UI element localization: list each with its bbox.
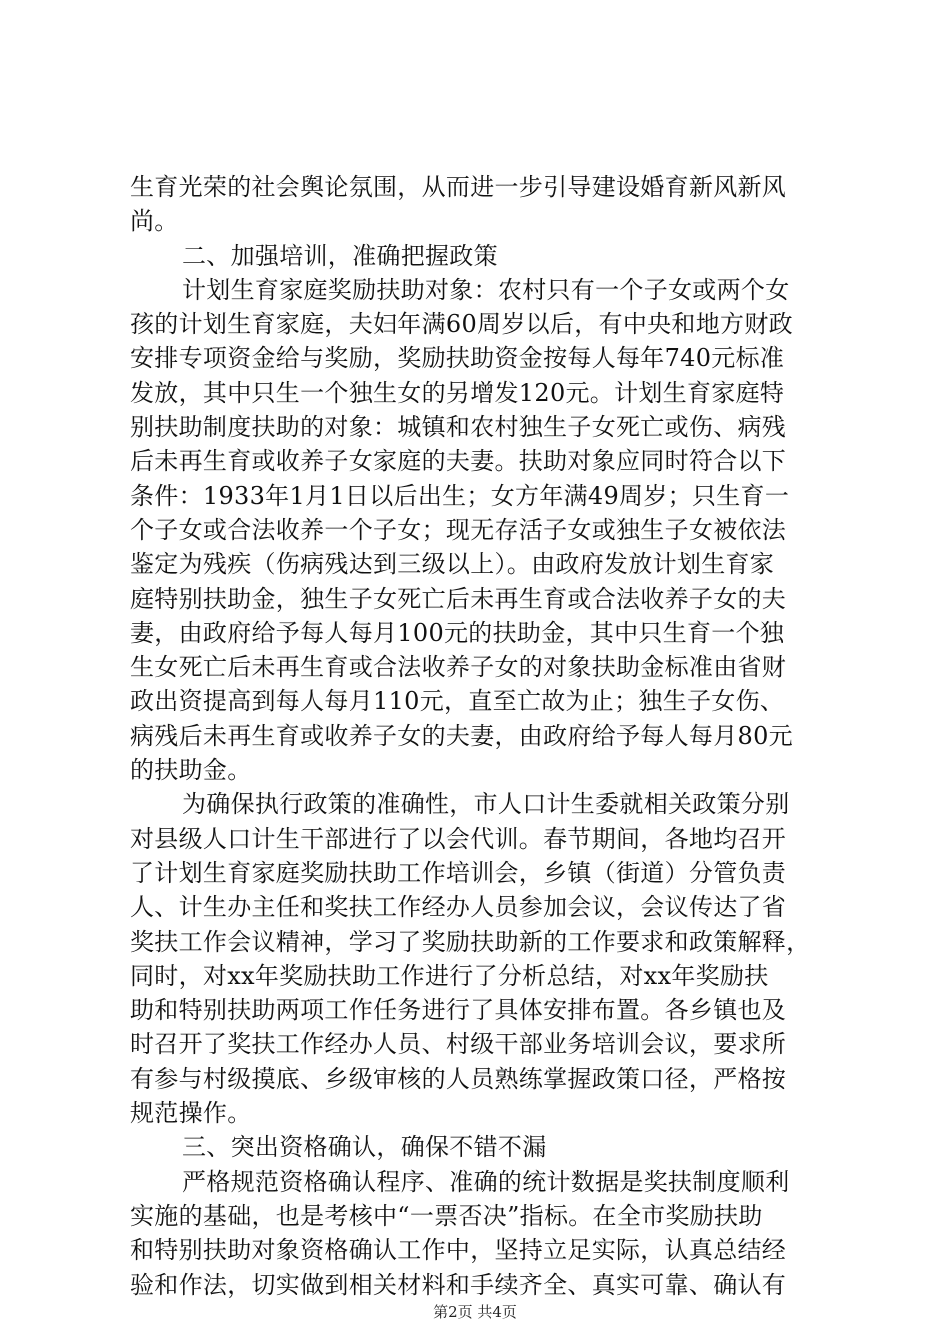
text-line: 鉴定为残疾（伤病残达到三级以上）。由政府发放计划生育家 (130, 550, 775, 579)
text-line: 计划生育家庭奖励扶助对象：农村只有一个子女或两个女 (182, 275, 790, 304)
text-line: 病残后未再生育或收养子女的夫妻，由政府给予每人每月80元 (130, 721, 793, 750)
text-line: 为确保执行政策的准确性，市人口计生委就相关政策分别 (182, 790, 790, 819)
text-line: 政出资提高到每人每月110元，直至亡故为止；独生子女伤、 (130, 687, 785, 716)
text-line: 三、突出资格确认，确保不错不漏 (182, 1133, 547, 1162)
text-line: 个子女或合法收养一个子女；现无存活子女或独生子女被依法 (130, 515, 787, 544)
text-line: 严格规范资格确认程序、准确的统计数据是奖扶制度顺利 (182, 1167, 790, 1196)
text-line: 奖扶工作会议精神，学习了奖励扶助新的工作要求和政策解释， (130, 927, 811, 956)
text-line: 生育光荣的社会舆论氛围，从而进一步引导建设婚育新风新风 (130, 173, 787, 201)
text-line: 妻，由政府给予每人每月100元的扶助金，其中只生育一个独 (130, 618, 785, 647)
page-footer: 第2页 共4页 (433, 1303, 517, 1321)
text-line: 二、加强培训，准确把握政策 (182, 241, 498, 270)
text-line: 人、计生办主任和奖扶工作经办人员参加会议，会议传达了省 (130, 893, 787, 922)
text-line: 实施的基础，也是考核中“一票否决”指标。在全市奖励扶助 (130, 1201, 763, 1230)
text-line: 了计划生育家庭奖励扶助工作培训会，乡镇（街道）分管负责 (130, 858, 787, 887)
text-line: 有参与村级摸底、乡级审核的人员熟练掌握政策口径，严格按 (130, 1064, 787, 1093)
text-line: 同时，对xx年奖励扶助工作进行了分析总结，对xx年奖励扶 (130, 961, 769, 990)
text-line: 对县级人口计生干部进行了以会代训。春节期间，各地均召开 (130, 824, 787, 853)
text-line: 和特别扶助对象资格确认工作中，坚持立足实际，认真总结经 (130, 1236, 787, 1265)
text-line: 孩的计划生育家庭，夫妇年满60周岁以后，有中央和地方财政 (130, 310, 793, 339)
text-line: 验和作法，切实做到相关材料和手续齐全、真实可靠、确认有 (130, 1270, 787, 1299)
text-line: 发放，其中只生一个独生女的另增发120元。计划生育家庭特 (130, 378, 785, 407)
text-line: 规范操作。 (130, 1099, 252, 1128)
text-line: 条件：1933年1月1日以后出生；女方年满49周岁；只生育一 (130, 481, 790, 510)
text-line: 庭特别扶助金，独生子女死亡后未再生育或合法收养子女的夫 (130, 584, 787, 613)
text-line: 安排专项资金给与奖励，奖励扶助资金按每人每年740元标准 (130, 344, 785, 373)
text-line: 的扶助金。 (130, 756, 252, 785)
text-line: 后未再生育或收养子女家庭的夫妻。扶助对象应同时符合以下 (130, 447, 787, 476)
text-line: 尚。 (130, 207, 179, 236)
text-line: 别扶助制度扶助的对象：城镇和农村独生子女死亡或伤、病残 (130, 413, 787, 442)
text-line: 生女死亡后未再生育或合法收养子女的对象扶助金标准由省财 (130, 653, 787, 682)
text-line: 助和特别扶助两项工作任务进行了具体安排布置。各乡镇也及 (130, 996, 787, 1025)
document-body (130, 170, 830, 1302)
text-line: 时召开了奖扶工作经办人员、村级干部业务培训会议，要求所 (130, 1030, 787, 1059)
